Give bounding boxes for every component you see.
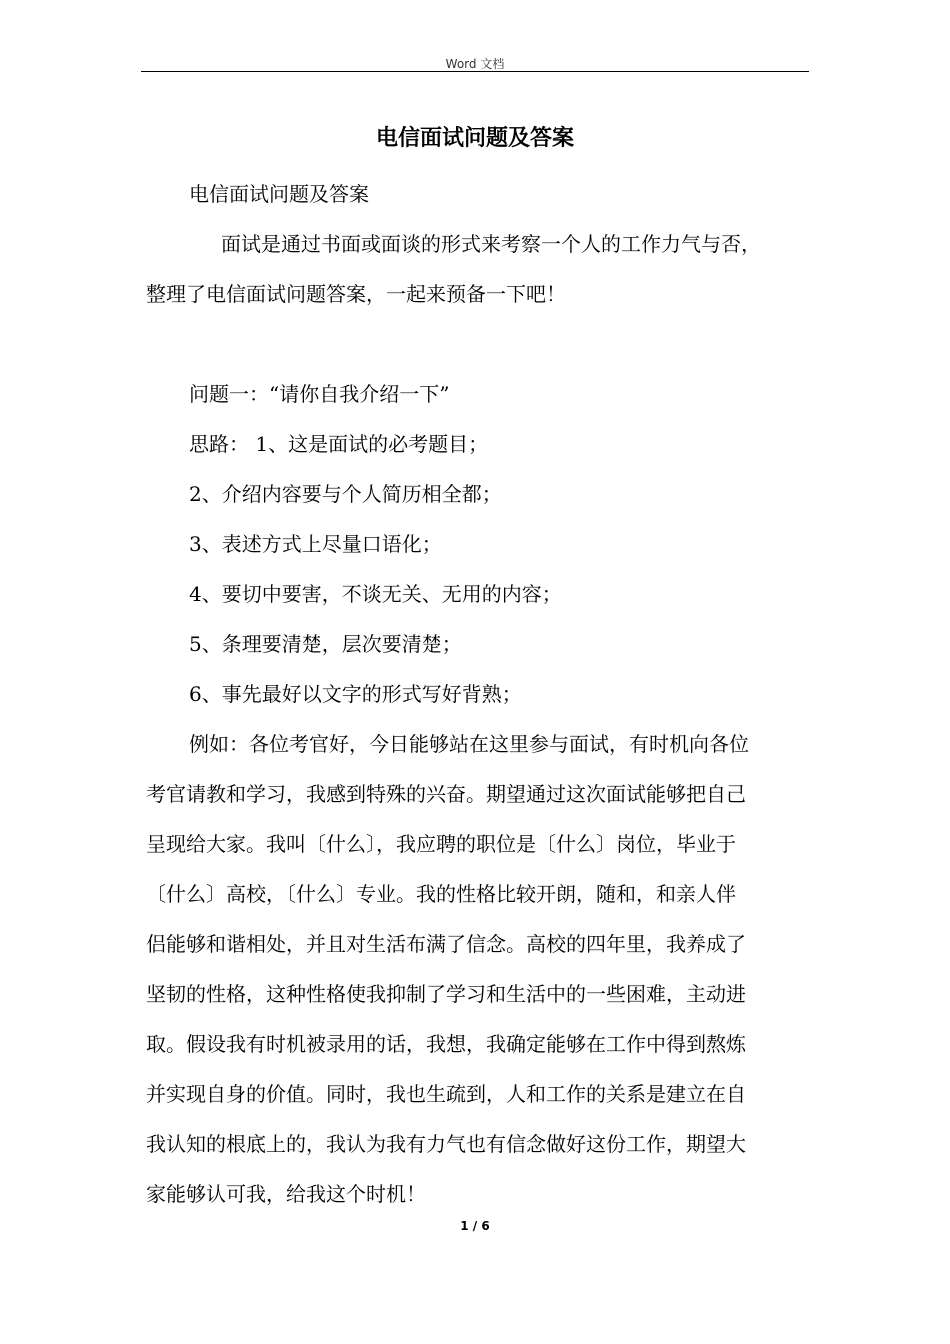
paragraph-line: 整理了电信面试问题答案，一起来预备一下吧！: [146, 282, 566, 306]
paragraph-line: 考官请教和学习，我感到特殊的兴奋。期望通过这次面试能够把自己: [146, 782, 746, 806]
list-item: 4、要切中要害，不谈无关、无用的内容；: [189, 582, 562, 606]
paragraph-line: 侣能够和谐相处，并且对生活布满了信念。高校的四年里，我养成了: [146, 932, 746, 956]
list-item: 3、表述方式上尽量口语化；: [189, 532, 442, 556]
paragraph-line: 电信面试问题及答案: [189, 182, 369, 206]
list-item: 5、条理要清楚，层次要清楚；: [189, 632, 462, 656]
paragraph-line: 呈现给大家。我叫〔什么〕，我应聘的职位是〔什么〕岗位，毕业于: [146, 832, 736, 856]
paragraph-line: 问题一：“请你自我介绍一下”: [189, 382, 450, 406]
paragraph-line: 我认知的根底上的，我认为我有力气也有信念做好这份工作，期望大: [146, 1132, 746, 1156]
document-body: [146, 174, 818, 1224]
list-item: 2、介绍内容要与个人简历相全都；: [189, 482, 502, 506]
paragraph-gap: [146, 324, 818, 374]
page-number: 1 / 6: [460, 1219, 490, 1233]
header-label: Word 文档: [445, 57, 505, 71]
header-rule: [141, 71, 809, 72]
paragraph-line: 思路： 1、这是面试的必考题目；: [189, 432, 489, 456]
paragraph-line: 坚韧的性格，这种性格使我抑制了学习和生活中的一些困难，主动进: [146, 982, 746, 1006]
paragraph-line: 并实现自身的价值。同时，我也生疏到，人和工作的关系是建立在自: [146, 1082, 746, 1106]
paragraph-line: 〔什么〕高校，〔什么〕专业。我的性格比较开朗，随和，和亲人伴: [146, 882, 736, 906]
paragraph-line: 面试是通过书面或面谈的形式来考察一个人的工作力气与否，: [221, 232, 761, 256]
document-title: 电信面试问题及答案: [375, 125, 574, 151]
paragraph-line: 取。假设我有时机被录用的话，我想，我确定能够在工作中得到熬炼: [146, 1032, 746, 1056]
list-item: 6、事先最好以文字的形式写好背熟；: [189, 682, 522, 706]
paragraph-line: 例如：各位考官好，今日能够站在这里参与面试，有时机向各位: [189, 732, 749, 756]
paragraph-line: 家能够认可我，给我这个时机！: [146, 1182, 426, 1206]
